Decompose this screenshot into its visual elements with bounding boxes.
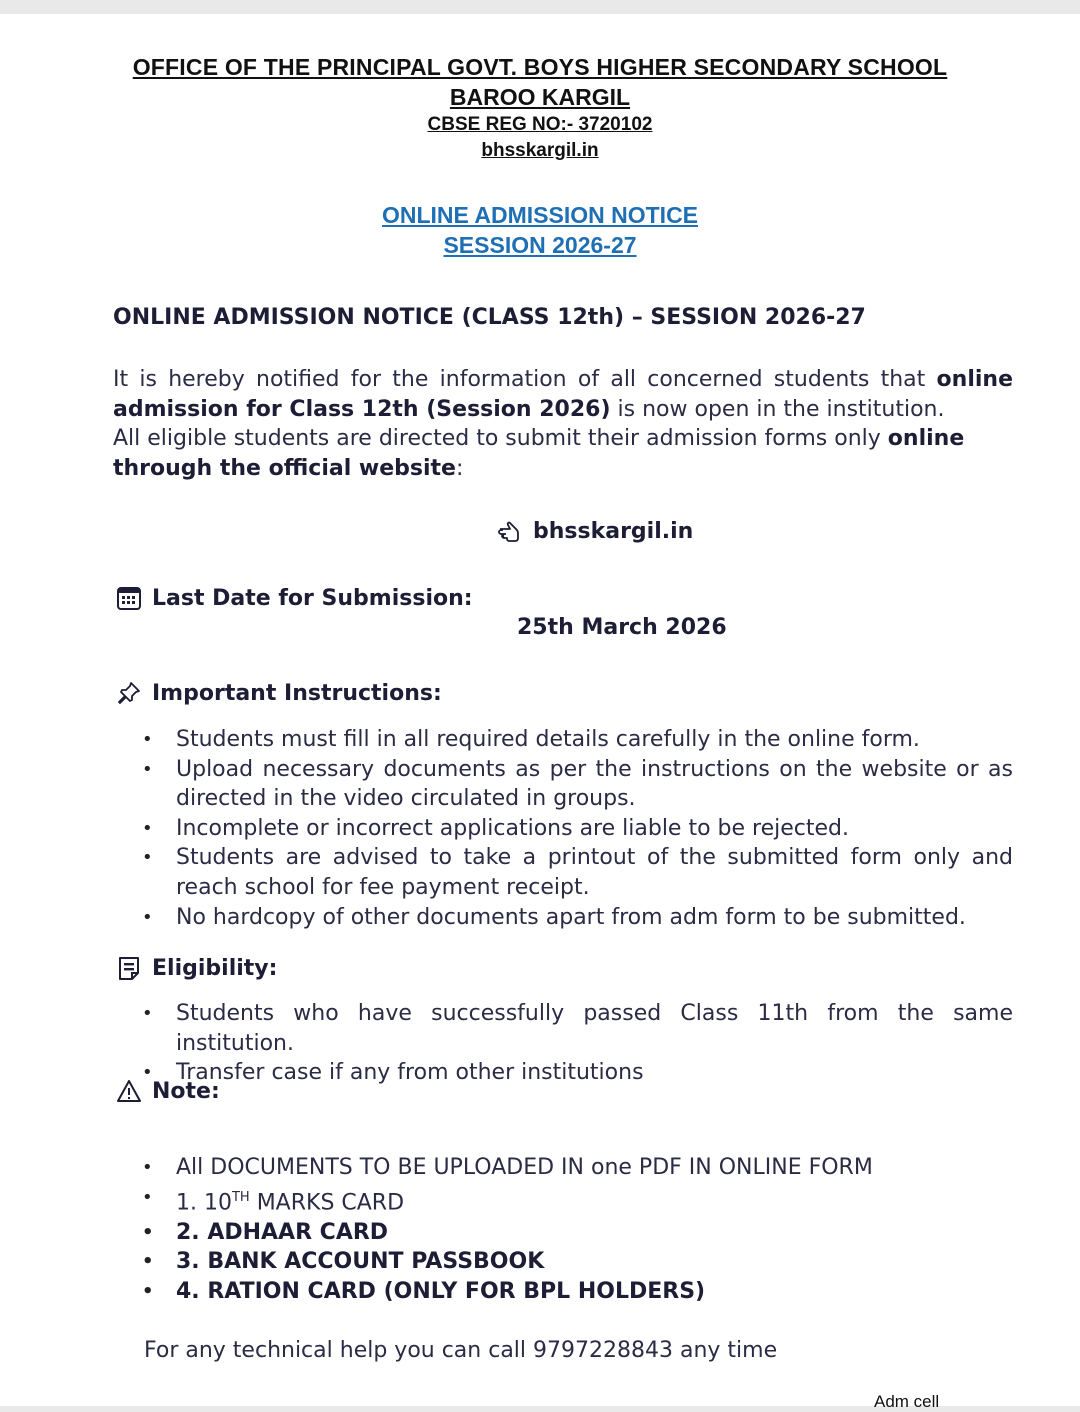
office-title: OFFICE OF THE PRINCIPAL GOVT. BOYS HIGHER SECONDARY SCHOOL <box>132 54 948 80</box>
instructions-heading-text: Important Instructions: <box>152 680 442 706</box>
calendar-icon <box>116 585 142 611</box>
list-item: • 3. BANK ACCOUNT PASSBOOK <box>140 1247 1013 1277</box>
official-website-link[interactable] <box>497 518 693 544</box>
note-heading <box>116 1078 220 1104</box>
eligibility-list <box>140 999 1013 1088</box>
cbse-registration: CBSE REG NO:- 3720102 <box>427 114 653 135</box>
intro-paragraph-1: It is hereby notified for the information of all concerned students that online admission for Class 12th (Session 2026) is now open in the institution. <box>113 367 1013 422</box>
list-item: • No hardcopy of other documents apart from adm form to be submitted. <box>140 903 1013 933</box>
signature-adm-cell: Adm cell <box>874 1392 940 1411</box>
instructions-list <box>140 725 1013 932</box>
last-date-label <box>116 585 473 611</box>
pointing-hand-icon <box>497 518 523 544</box>
list-item: • 2. ADHAAR CARD <box>140 1218 1013 1248</box>
document-icon <box>116 955 142 981</box>
technical-help-text: For any technical help you can call 9797228843 any time <box>144 1338 778 1363</box>
list-item: • Students who have successfully passed Class 11th from the same institution. <box>140 999 1013 1058</box>
banner-title: ONLINE ADMISSION NOTICE <box>381 202 699 228</box>
banner-session: SESSION 2026-27 <box>443 232 637 258</box>
list-item: • 1. 10TH MARKS CARD <box>140 1183 1013 1218</box>
school-location: BAROO KARGIL <box>449 84 631 110</box>
list-item: • Incomplete or incorrect applications are liable to be rejected. <box>140 814 1013 844</box>
school-website: bhsskargil.in <box>481 140 599 161</box>
website-text[interactable]: bhsskargil.in <box>533 518 694 544</box>
notice-page <box>0 14 1080 1411</box>
instructions-heading <box>116 680 442 706</box>
last-date-value: 25th March 2026 <box>517 615 727 640</box>
pushpin-icon <box>116 680 142 706</box>
list-item: • Upload necessary documents as per the instructions on the website or as directed in the video circulated in groups. <box>140 755 1013 814</box>
intro-paragraph-2: All eligible students are directed to submit their admission forms only online through the official website: <box>113 426 965 481</box>
list-item: • Students are advised to take a printout of the submitted form only and reach school for fee payment receipt. <box>140 843 1013 902</box>
list-item: • Transfer case if any from other institutions <box>140 1058 1013 1088</box>
list-item: • All DOCUMENTS TO BE UPLOADED IN one PDF IN ONLINE FORM <box>140 1153 1013 1183</box>
warning-icon <box>116 1078 142 1104</box>
eligibility-heading <box>116 955 277 981</box>
notice-heading: ONLINE ADMISSION NOTICE (CLASS 12th) – SESSION 2026-27 <box>113 305 866 330</box>
list-item: • Students must fill in all required details carefully in the online form. <box>140 725 1013 755</box>
list-item: • 4. RATION CARD (ONLY FOR BPL HOLDERS) <box>140 1277 1013 1307</box>
note-heading-text: Note: <box>152 1078 220 1104</box>
last-date-text: Last Date for Submission: <box>152 585 473 611</box>
eligibility-heading-text: Eligibility: <box>152 955 278 981</box>
note-list <box>140 1153 1013 1306</box>
